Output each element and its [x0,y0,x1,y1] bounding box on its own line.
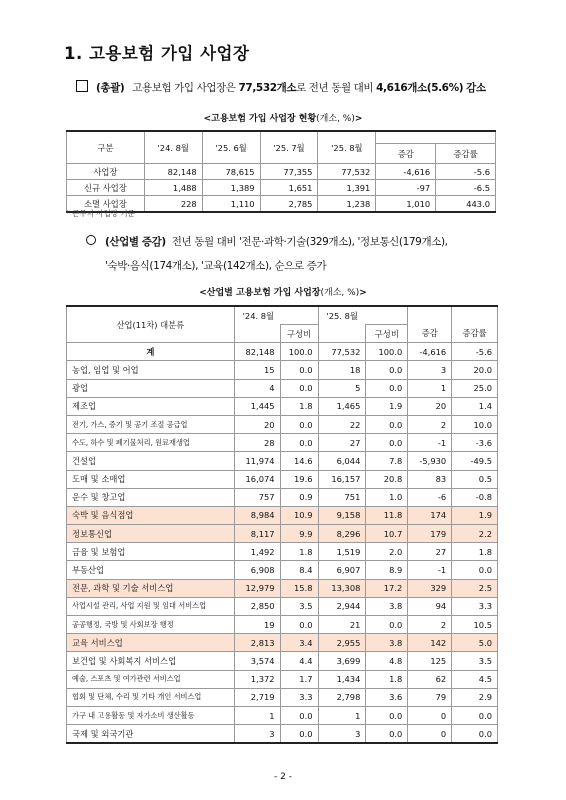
table2-header-rate: 증감률 [452,306,498,343]
table2-cell: 4.5 [452,670,498,688]
section-heading: 1. 고용보험 가입 사업장 [64,44,250,63]
table1-header-spacer [376,131,496,144]
table2-header-blank [234,325,280,343]
table1-header-rate: 증감률 [436,144,496,164]
table1-cell: 1,391 [318,180,376,196]
table2-row-label: 부동산업 [67,561,235,579]
table2-cell: 2,813 [234,634,280,652]
table2-cell: 142 [408,634,452,652]
table2-cell: 0.0 [452,706,498,724]
table2-cell: 15 [234,361,280,379]
table2-cell: 18 [318,361,366,379]
table2-cell: 1,434 [318,670,366,688]
table2-cell: 27 [408,543,452,561]
table2-cell: 0.0 [280,706,318,724]
table2-cell: 5.0 [452,634,498,652]
table2-cell: 0.0 [452,561,498,579]
table2-cell: -5.6 [452,343,498,361]
table1-cell: -6.5 [436,180,496,196]
table2-cell: 1,519 [318,543,366,561]
table2-cell: -1 [408,434,452,452]
table2-header-y25: '25. 8월 [318,306,408,325]
table2-cell: 7.8 [366,452,408,470]
table2-row [67,525,498,543]
table2-cell: 12,979 [234,579,280,597]
table2-row [67,361,498,379]
table2-cell: 8.4 [280,561,318,579]
table2-cell: 1,372 [234,670,280,688]
table1-cell: -5.6 [436,164,496,180]
table1-cell: 77,532 [318,164,376,180]
table1-cell: 78,615 [202,164,260,180]
table2-cell: 3,699 [318,652,366,670]
table2-cell: 2 [408,415,452,433]
table1-cell: 1,010 [376,196,436,213]
table1-cell: 228 [144,196,202,213]
table2-row [67,634,498,652]
table2-cell: 4.4 [280,652,318,670]
page-number: - 2 - [274,772,292,782]
table2-cell: 2,798 [318,688,366,706]
table2-row-label: 공공행정, 국방 및 사회보장 행정 [67,616,235,634]
table2-cell: -6 [408,488,452,506]
table1-row-label: 신규 사업장 [67,180,145,196]
table2-cell: 2.9 [452,688,498,706]
table2-cell: 4 [234,379,280,397]
table2-cell: 2,719 [234,688,280,706]
table2-cell: 11,974 [234,452,280,470]
table2-row-label: 가구 내 고용활동 및 자가소비 생산활동 [67,706,235,724]
table2-row-label: 국제 및 외국기관 [67,725,235,744]
workplace-status-table [66,130,496,213]
table2-cell: 14.6 [280,452,318,470]
table2-cell: 0.0 [280,616,318,634]
table2-row-label: 운수 및 창고업 [67,488,235,506]
table2-header-ratio1: 구성비 [280,325,318,343]
table2-cell: 0.0 [366,706,408,724]
checkbox-bullet-icon [76,80,88,92]
table1-caption-title: <고용보험 가입 사업장 현황 [203,114,317,124]
table2-cell: 8,984 [234,506,280,524]
section-text-1: 전년 동월 대비 '전문·과학·기술(329개소), '정보통신(179개소), [171,236,448,248]
summary-text-3: 감소 [466,82,486,94]
table2-cell: 25.0 [452,379,498,397]
table1-cell: 1,110 [202,196,260,213]
table2-row [67,452,498,470]
table2-row-label: 숙박 및 음식점업 [67,506,235,524]
table2-cell: 8,117 [234,525,280,543]
table2-cell: 9,158 [318,506,366,524]
section-line-2: '숙박·음식(174개소), '교육(142개소), 순으로 증가 [105,260,327,272]
table2-cell: 19 [234,616,280,634]
table2-body [67,343,498,744]
table1-cell: 1,651 [260,180,318,196]
section-tag: (산업별 증감) [105,236,166,248]
table2-cell: 1.4 [452,397,498,415]
table2-row [67,725,498,744]
table1-body [67,164,496,213]
table2-cell: 1,445 [234,397,280,415]
table2-cell: 2,850 [234,597,280,615]
table2-row [67,579,498,597]
table2-cell: 1,492 [234,543,280,561]
table1-cell: -97 [376,180,436,196]
table2-row [67,488,498,506]
table2-cell: 10.5 [452,616,498,634]
summary-change: 4,616개소(5.6%) [376,82,464,94]
table2-cell: 0.0 [280,361,318,379]
table2-row-label: 금융 및 보험업 [67,543,235,561]
table1-row-label: 소멸 사업장 [67,196,145,213]
table2-row [67,415,498,433]
table2-cell: 27 [318,434,366,452]
summary-text-2: 로 전년 동월 대비 [296,82,374,94]
table2-row-label: 농업, 임업 및 어업 [67,361,235,379]
table2-cell: -1 [408,561,452,579]
table2-cell: 1 [318,706,366,724]
table2-cell: 1.8 [452,543,498,561]
table2-row-label: 교육 서비스업 [67,634,235,652]
table2-row-label: 보건업 및 사회복지 서비스업 [67,652,235,670]
table2-row-label: 사업시설 관리, 사업 지원 및 임대 서비스업 [67,597,235,615]
industry-change-paragraph [86,230,448,278]
table2-cell: -4,616 [408,343,452,361]
table2-cell: 1.7 [280,670,318,688]
table2-cell: 2,955 [318,634,366,652]
table2-cell: 2.5 [452,579,498,597]
table1-caption-end: > [354,114,363,124]
table2-row [67,706,498,724]
table2-cell: 3.5 [280,597,318,615]
table2-cell: 0.0 [280,725,318,744]
table2-cell: 2.2 [452,525,498,543]
table2-row [67,506,498,524]
table2-cell: -0.8 [452,488,498,506]
table2-cell: 3.4 [280,634,318,652]
table2-row-label: 제조업 [67,397,235,415]
table1-header-col: '24. 8월 [144,131,202,164]
table2-cell: 8,296 [318,525,366,543]
table2-cell: 0.0 [280,379,318,397]
table2-cell: 1.9 [452,506,498,524]
table2-cell: 8.9 [366,561,408,579]
table2-cell: 0.0 [366,616,408,634]
table1-row [67,180,496,196]
table2-row [67,652,498,670]
table2-cell: 9.9 [280,525,318,543]
table2-cell: 3.5 [452,652,498,670]
table1-row-label: 사업장 [67,164,145,180]
table2-cell: 83 [408,470,452,488]
table2-cell: 0 [408,725,452,744]
table1-cell: 2,785 [260,196,318,213]
table1-row [67,164,496,180]
table2-row-label: 수도, 하수 및 폐기물처리, 원료재생업 [67,434,235,452]
table1-header-col: '25. 7월 [260,131,318,164]
table2-cell: 17.2 [366,579,408,597]
table2-cell: 3 [408,361,452,379]
table1-cell: 1,238 [318,196,376,213]
table1-cell: 1,488 [144,180,202,196]
table2-cell: 1,465 [318,397,366,415]
table2-caption-unit: (개소, %) [320,288,360,298]
table2-cell: 77,532 [318,343,366,361]
table2-cell: 20.0 [452,361,498,379]
table2-cell: 19.6 [280,470,318,488]
section-line-1 [86,230,448,254]
circle-bullet-icon [86,235,96,245]
table2-cell: 2.0 [366,543,408,561]
table2-row [67,543,498,561]
table2-cell: 2,944 [318,597,366,615]
summary-text-1: 고용보험 가입 사업장은 [132,82,236,94]
table2-cell: 5 [318,379,366,397]
table2-row-label: 정보통신업 [67,525,235,543]
table2-header-ratio2: 구성비 [366,325,408,343]
table1-cell: 82,148 [144,164,202,180]
table2-cell: 6,908 [234,561,280,579]
table2-cell: 16,157 [318,470,366,488]
table2-row [67,379,498,397]
table2-cell: 329 [408,579,452,597]
table1-cell: -4,616 [376,164,436,180]
table2-caption-end: > [359,288,367,298]
table2-cell: 0.0 [280,415,318,433]
table2-cell: 0.0 [280,434,318,452]
table2-cell: 16,074 [234,470,280,488]
table2-cell: -3.6 [452,434,498,452]
summary-line [76,80,486,95]
table2-row [67,688,498,706]
table2-cell: -49.5 [452,452,498,470]
table2-cell: 0.0 [366,725,408,744]
table2-cell: 79 [408,688,452,706]
table2-row [67,343,498,361]
table2-row [67,397,498,415]
table2-cell: 28 [234,434,280,452]
table2-cell: 0 [408,706,452,724]
table2-cell: 1 [408,379,452,397]
table2-row-label: 전기, 가스, 증기 및 공기 조절 공급업 [67,415,235,433]
table2-cell: 10.9 [280,506,318,524]
table2-cell: 1.9 [366,397,408,415]
table2-cell: 1.8 [280,397,318,415]
table2-cell: 0.9 [280,488,318,506]
table2-cell: 20 [234,415,280,433]
table2-cell: 2 [408,616,452,634]
table2-cell: 3 [318,725,366,744]
table2-cell: 0.5 [452,470,498,488]
table2-cell: 174 [408,506,452,524]
table2-cell: 3.3 [280,688,318,706]
table2-caption-title: <산업별 고용보험 가입 사업장 [199,288,321,298]
table2-cell: 0.0 [366,379,408,397]
table2-cell: 179 [408,525,452,543]
table2-header-y24: '24. 8월 [234,306,318,325]
table1-header-col: '25. 8월 [318,131,376,164]
table2-row-label: 예술, 스포츠 및 여가관련 서비스업 [67,670,235,688]
table2-cell: 94 [408,597,452,615]
table2-row [67,561,498,579]
table2-caption [0,285,566,298]
table1-cell: 443.0 [436,196,496,213]
table2-cell: 6,044 [318,452,366,470]
summary-tag: (총괄) [96,82,125,94]
table2-row [67,434,498,452]
table2-cell: 0.0 [366,415,408,433]
table2-row-label: 계 [67,343,235,361]
table2-cell: 751 [318,488,366,506]
table1-cell: 1,389 [202,180,260,196]
table1-header-col: '25. 6월 [202,131,260,164]
table2-cell: 0.0 [366,434,408,452]
table2-cell: 3.8 [366,597,408,615]
table2-cell: 15.8 [280,579,318,597]
table2-row-label: 건설업 [67,452,235,470]
summary-count: 77,532개소 [238,82,297,94]
table1-cell: 77,355 [260,164,318,180]
table2-cell: 3.8 [366,634,408,652]
table2-cell: 22 [318,415,366,433]
table2-cell: 20.8 [366,470,408,488]
table2-cell: 4.8 [366,652,408,670]
table2-cell: 125 [408,652,452,670]
table2-cell: 1.8 [280,543,318,561]
table1-caption [0,111,566,124]
table2-cell: 0.0 [366,361,408,379]
table1-header-diff: 증감 [376,144,436,164]
table2-header-blank [318,325,366,343]
table2-cell: 6,907 [318,561,366,579]
table2-cell: 21 [318,616,366,634]
table2-row [67,597,498,615]
table2-cell: 100.0 [280,343,318,361]
table2-cell: 1.0 [366,488,408,506]
table2-cell: 13,308 [318,579,366,597]
table2-header-diff: 증감 [408,306,452,343]
table1-caption-unit: (개소, %) [316,114,355,124]
table2-cell: 1 [234,706,280,724]
table2-header-industry: 산업(11차) 대분류 [67,306,235,343]
table2-cell: 82,148 [234,343,280,361]
table2-cell: 1.8 [366,670,408,688]
industry-workplace-table [66,305,498,744]
table2-cell: -5,930 [408,452,452,470]
table2-cell: 10.7 [366,525,408,543]
table1-note: * 근무지 사업장 기준 [66,209,135,218]
table2-cell: 62 [408,670,452,688]
table2-row-label: 협회 및 단체, 수리 및 기타 개인 서비스업 [67,688,235,706]
table2-row-label: 전문, 과학 및 기술 서비스업 [67,579,235,597]
table2-row [67,470,498,488]
table2-cell: 0.0 [452,725,498,744]
table2-cell: 3 [234,725,280,744]
table2-row-label: 광업 [67,379,235,397]
table2-row [67,670,498,688]
table2-cell: 100.0 [366,343,408,361]
table2-cell: 20 [408,397,452,415]
table2-cell: 3,574 [234,652,280,670]
table2-cell: 3.6 [366,688,408,706]
table2-cell: 3.3 [452,597,498,615]
table2-cell: 757 [234,488,280,506]
table2-cell: 11.8 [366,506,408,524]
table1-header-category: 구분 [67,131,145,164]
table2-row-label: 도매 및 소매업 [67,470,235,488]
table2-cell: 10.0 [452,415,498,433]
table2-row [67,616,498,634]
